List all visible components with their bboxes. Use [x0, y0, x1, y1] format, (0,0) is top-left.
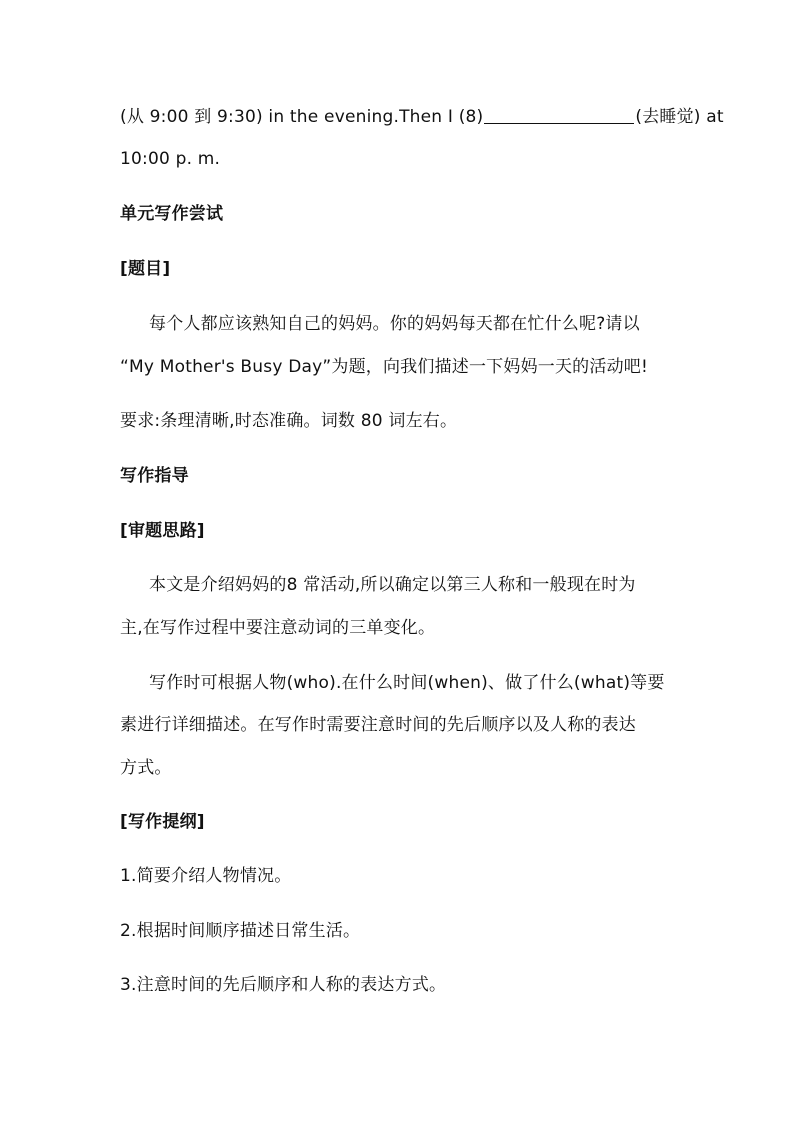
exercise-line-1: [120, 106, 724, 128]
outline-item-2: 2.根据时间顺序描述日常生活。: [120, 921, 361, 941]
outline-item-1: 1.简要介绍人物情况。: [120, 866, 292, 886]
topic-label: [题目]: [120, 259, 171, 279]
answer-blank-8: [484, 107, 634, 124]
analysis-label: [审题思路]: [120, 521, 205, 541]
analysis-para-1-line-2: 主,在写作过程中要注意动词的三单变化。: [120, 618, 436, 638]
requirement-text: 要求:条理清晰,时态准确。词数 80 词左右。: [120, 411, 458, 431]
outline-label: [写作提纲]: [120, 812, 205, 832]
exercise-line-1-suffix: (去睡觉) at: [635, 107, 724, 127]
analysis-para-2-line-1: 写作时可根据人物(who).在什么时间(when)、做了什么(what)等要: [149, 673, 665, 693]
topic-text-line-2: “My Mother's Busy Day”为题，向我们描述一下妈妈一天的活动吧!: [120, 357, 648, 377]
section-heading-guidance: 写作指导: [120, 466, 189, 486]
exercise-line-2: 10:00 p. m.: [120, 149, 221, 169]
section-heading-writing-trial: 单元写作尝试: [120, 204, 224, 224]
analysis-para-2-line-2: 素进行详细描述。在写作时需要注意时间的先后顺序以及人称的表达: [120, 715, 636, 735]
analysis-para-2-line-3: 方式。: [120, 758, 172, 778]
outline-item-3: 3.注意时间的先后顺序和人称的表达方式。: [120, 975, 447, 995]
exercise-line-1-prefix: (从 9:00 到 9:30) in the evening.Then I (8): [120, 107, 484, 127]
analysis-para-1-line-1: 本文是介绍妈妈的8 常活动,所以确定以第三人称和一般现在时为: [149, 575, 636, 595]
topic-text-line-1: 每个人都应该熟知自己的妈妈。你的妈妈每天都在忙什么呢?请以: [149, 314, 640, 334]
